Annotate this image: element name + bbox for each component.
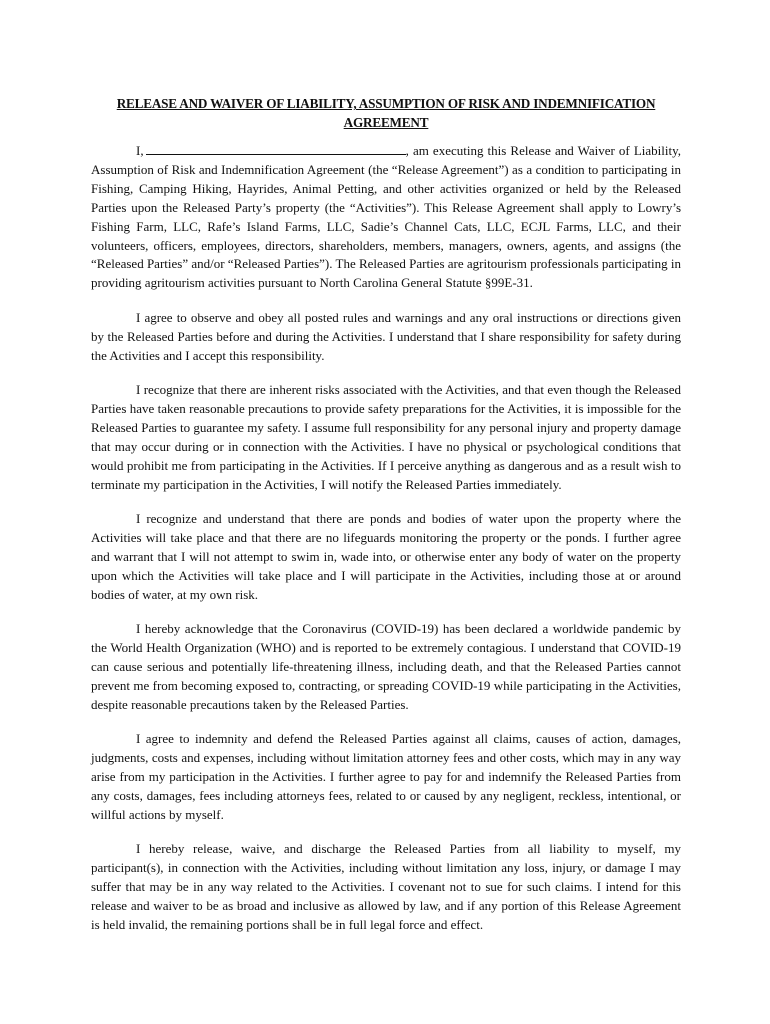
title-line-1: RELEASE AND WAIVER OF LIABILITY, ASSUMPTION OF RISK AND INDEMNIFICATION [116, 96, 656, 111]
document-page [91, 94, 681, 950]
release-paragraph: I hereby release, waive, and discharge the Released Parties from all liability to myself, my participant(s), in connection with the Activities, including without limitation any loss, injury, or damage I may suffer that may be in any way related to the Activities. I covenant not to sue for such claims. I intend for this release and waiver to be as broad and inclusive as allowed by law, and if any portion of this Release Agreement is held invalid, the remaining portions shall be in full legal force and effect. [91, 841, 681, 932]
intro-paragraph [91, 142, 681, 293]
intro-prefix: I, [136, 143, 144, 158]
risks-paragraph: I recognize that there are inherent risks associated with the Activities, and that even though the Released Parties have taken reasonable precautions to provide safety preparations for the Activities, it is impossible for the Released Parties to guarantee my safety. I assume full responsibility for any personal injury and property damage that may occur during or in connection with the Activities. I have no physical or psychological conditions that would prohibit me from participating in the Activities. If I perceive anything as dangerous and as a result wish to terminate my participation in the Activities, I will notify the Released Parties immediately. [91, 381, 681, 492]
indemnity-paragraph: I agree to indemnity and defend the Released Parties against all claims, causes of action, damages, judgments, costs and expenses, including without limitation attorney fees and other costs, which may in any way arise from my participation in the Activities. I further agree to pay for and indemnify the Released Parties from any costs, damages, fees including attorneys fees, related to or caused by any negligent, reckless, intentional, or willful actions by myself. [91, 730, 681, 822]
water-paragraph: I recognize and understand that there are ponds and bodies of water upon the property where the Activities will take place and that there are no lifeguards monitoring the property or the ponds. I further agree and warrant that I will not attempt to swim in, wade into, or otherwise enter any body of water on the property upon which the Activities will take place and I will participate in the Activities, including those at or around bodies of water, at my own risk. [91, 510, 681, 602]
document-title [91, 94, 681, 132]
rules-paragraph: I agree to observe and obey all posted rules and warnings and any oral instructions or directions given by the Released Parties before and during the Activities. I understand that I share responsibility for safety during the Activities and I accept this responsibility. [91, 309, 681, 363]
title-line-2: AGREEMENT [343, 115, 429, 130]
name-blank-field[interactable] [146, 142, 406, 155]
intro-text: , am executing this Release and Waiver of Liability, Assumption of Risk and Indemnification Agreement (the “Release Agreement”) as a condition to participating in Fishing, Camping Hiking, Hayrides, Animal Petting, and other activities organized or held by the Released Parties upon the Released Party’s property (the “Activities”). This Release Agreement shall apply to Lowry’s Fishing Farm, LLC, Rafe’s Island Farms, LLC, Sadie’s Channel Cats, LLC, ECJL Farms, LLC, and their volunteers, officers, employees, directors, shareholders, members, managers, owners, agents, and assigns (the “Released Parties” and/or “Released Parties”). The Released Parties are agritourism professionals participating in providing agritourism activities pursuant to North Carolina General Statute §99E-31. [91, 143, 681, 291]
covid-paragraph: I hereby acknowledge that the Coronavirus (COVID-19) has been declared a worldwide pandemic by the World Health Organization (WHO) and is reported to be extremely contagious. I understand that COVID-19 can cause serious and potentially life-threatening illness, including death, and that the Released Parties cannot prevent me from becoming exposed to, contracting, or spreading COVID-19 while participating in the Activities, despite reasonable precautions taken by the Released Parties. [91, 620, 681, 712]
